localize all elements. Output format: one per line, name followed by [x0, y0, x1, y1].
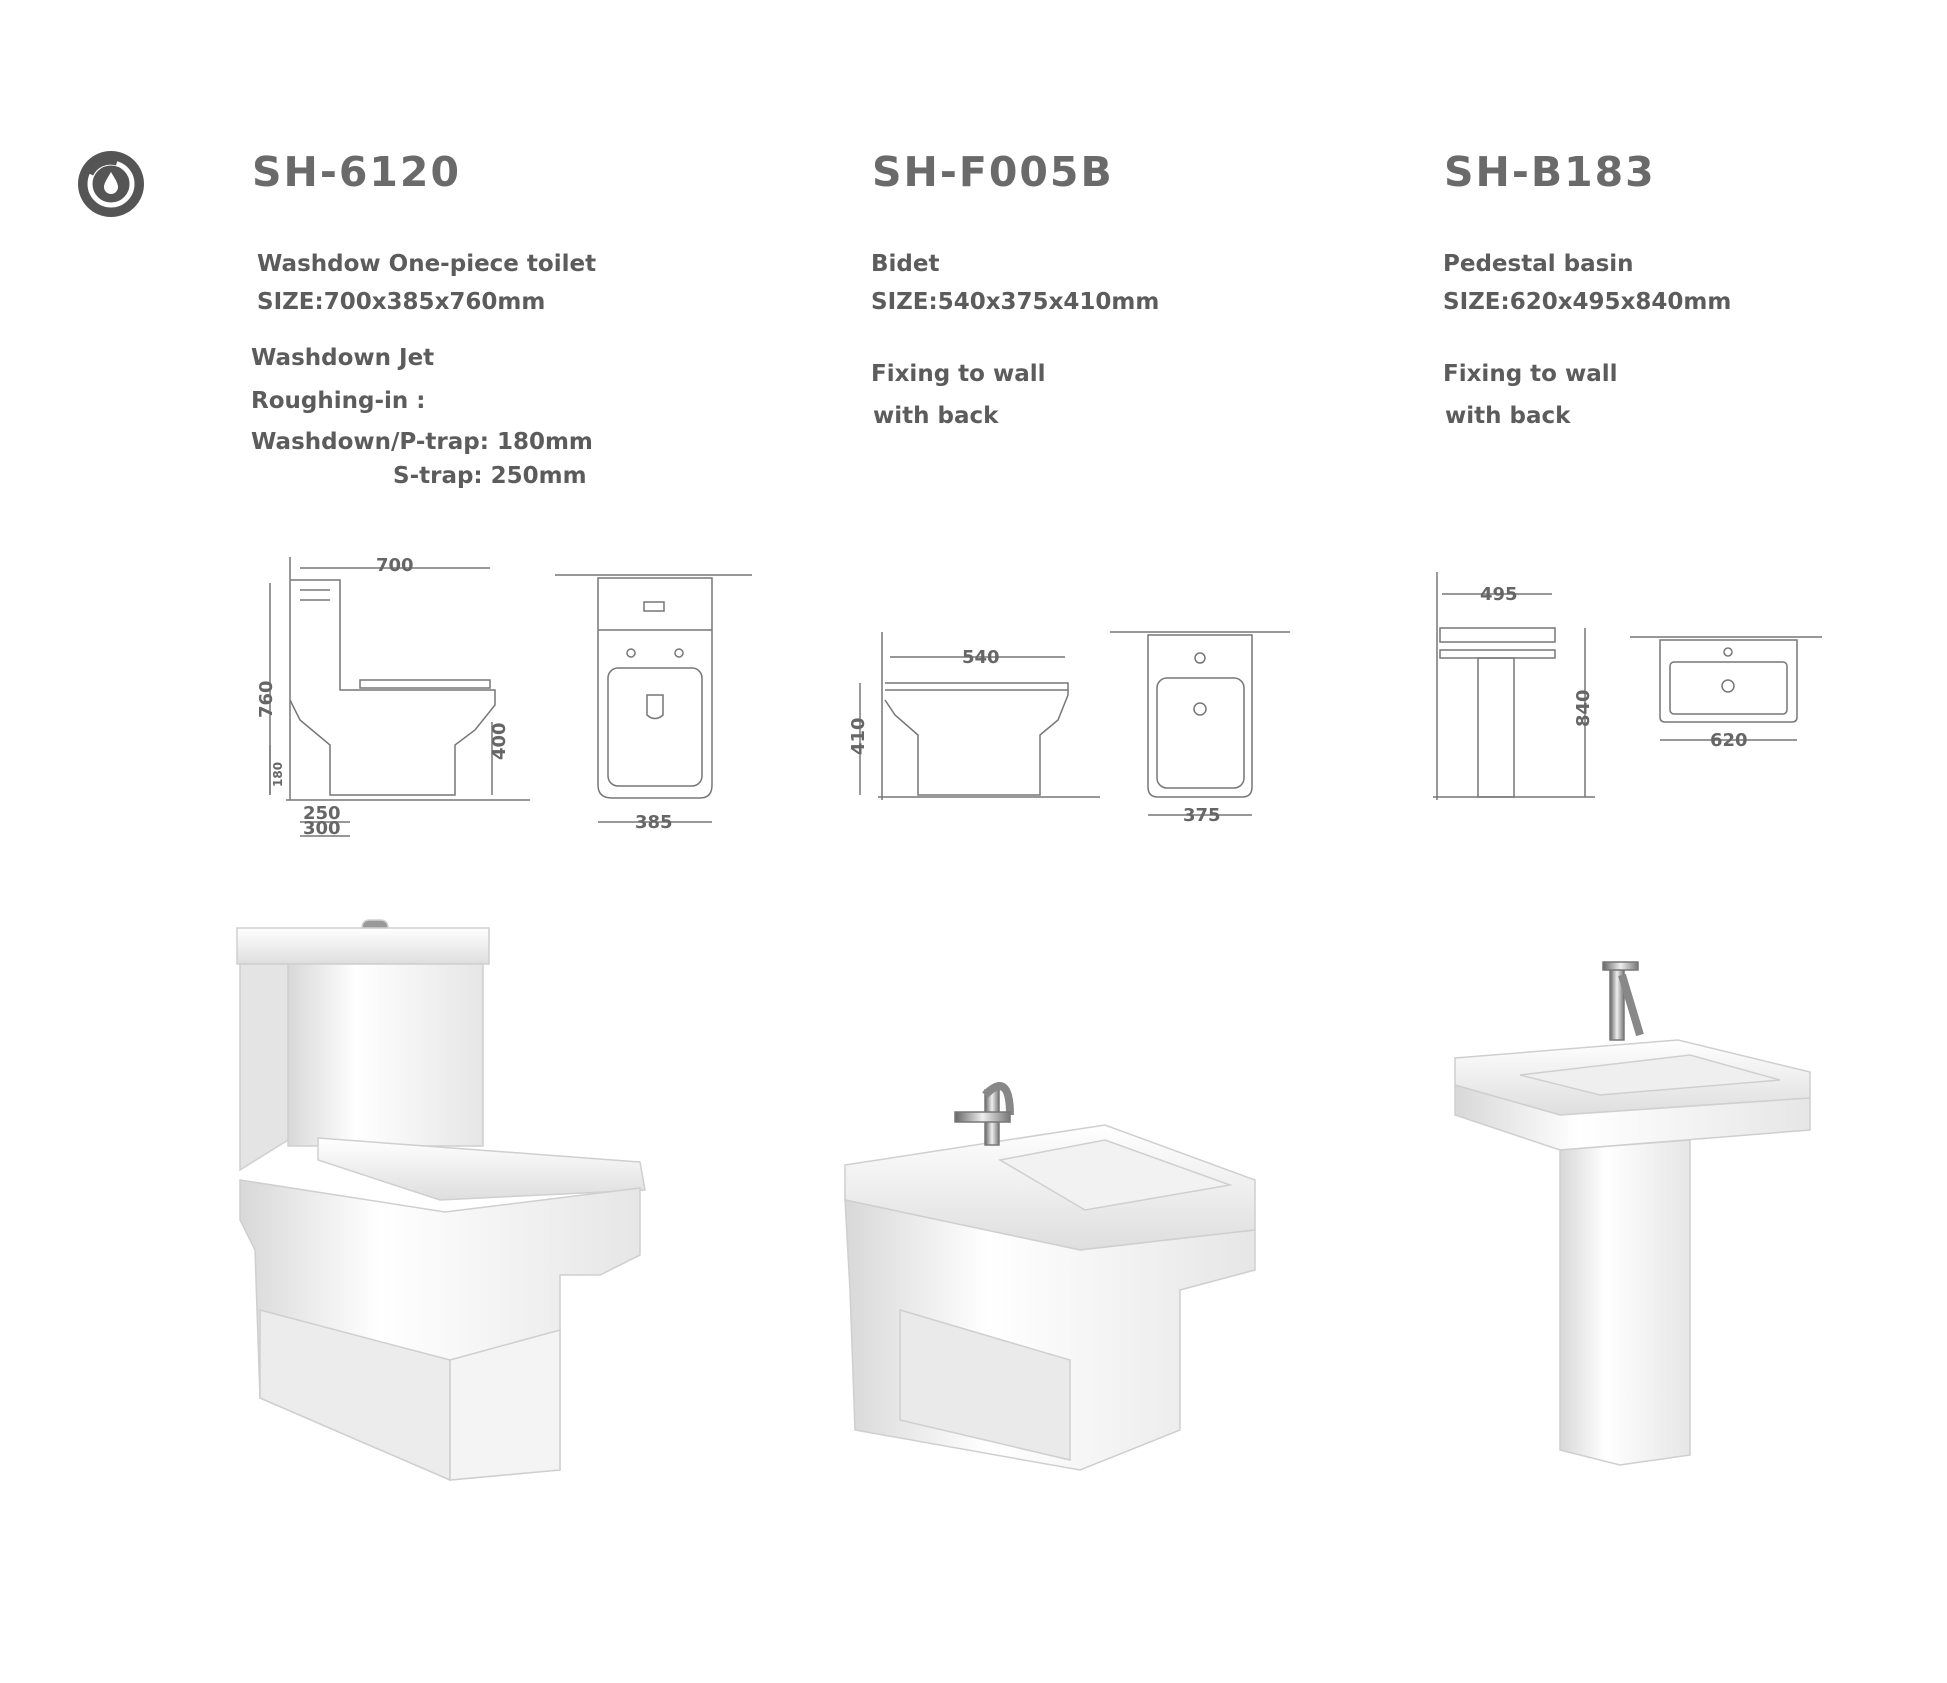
toilet-side-drawing: [270, 557, 530, 836]
basin-side-drawing: [1433, 572, 1595, 800]
product-description: Washdow One-piece toilet: [257, 251, 597, 277]
dim-label: 385: [635, 812, 673, 833]
flush-type: Washdown Jet: [251, 345, 435, 371]
product-code: SH-B183: [1444, 148, 1656, 196]
product-size: SIZE:700x385x760mm: [257, 289, 546, 315]
dim-label: 540: [962, 647, 1000, 668]
dim-label: 620: [1710, 730, 1748, 751]
toilet-image: [237, 920, 645, 1480]
dim-label: 700: [376, 555, 414, 576]
dim-label: 250: [303, 803, 341, 824]
installation-note: Fixing to wall: [1443, 361, 1618, 387]
product-code: SH-6120: [252, 148, 461, 196]
toilet-front-drawing: [555, 575, 752, 822]
product-size: SIZE:540x375x410mm: [871, 289, 1160, 315]
installation-note: Fixing to wall: [871, 361, 1046, 387]
installation-note-2: with back: [873, 403, 999, 429]
dim-label: 410: [848, 717, 869, 755]
installation-note-2: with back: [1445, 403, 1571, 429]
basin-image: [1455, 962, 1810, 1465]
roughing-p-trap: Washdown/P-trap: 180mm: [251, 429, 593, 455]
dim-label: 180: [271, 761, 285, 787]
roughing-s-trap: S-trap: 250mm: [393, 463, 587, 489]
product-description: Pedestal basin: [1443, 251, 1634, 277]
bidet-image: [845, 1086, 1255, 1470]
roughing-in-label: Roughing-in :: [251, 388, 426, 414]
dim-label: 300: [303, 818, 341, 839]
product-size: SIZE:620x495x840mm: [1443, 289, 1732, 315]
product-code: SH-F005B: [872, 148, 1114, 196]
basin-top-drawing: [1630, 637, 1822, 740]
dim-label: 840: [1573, 689, 1594, 727]
dim-label: 495: [1480, 584, 1518, 605]
product-description: Bidet: [871, 251, 940, 277]
dim-label: 760: [256, 680, 277, 718]
dim-label: 400: [489, 722, 510, 760]
dim-label: 375: [1183, 805, 1221, 826]
bidet-front-drawing: [1110, 632, 1290, 815]
